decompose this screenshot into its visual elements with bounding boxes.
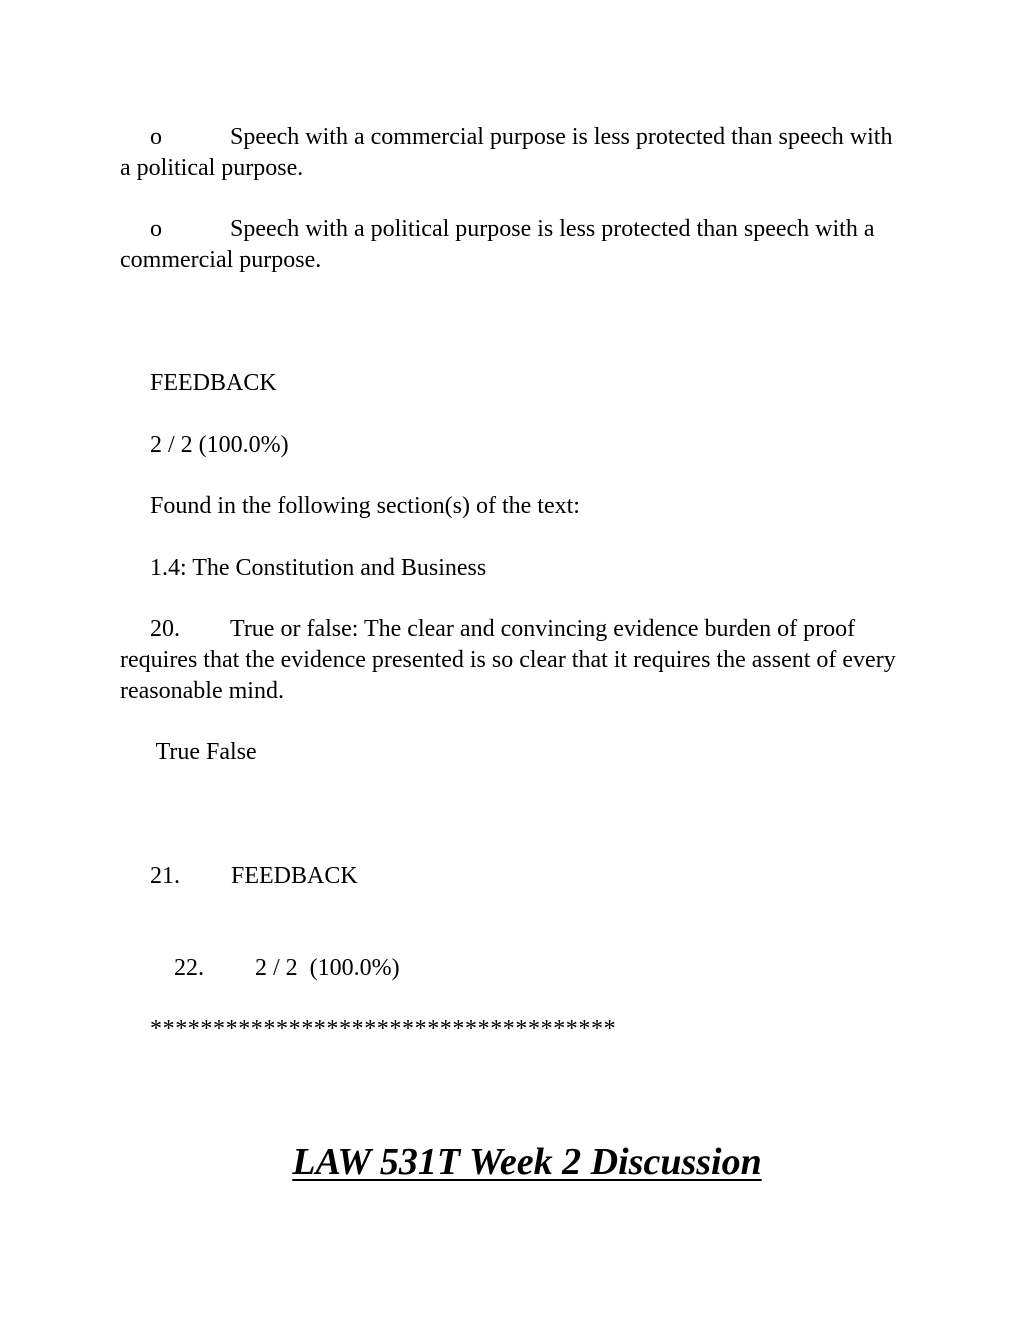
option-commercial-purpose	[120, 122, 900, 184]
option-bullet: o	[150, 124, 162, 150]
numbered-line-22	[150, 922, 400, 1015]
found-in-text: Found in the following section(s) of the text:	[150, 493, 580, 519]
line-number: 21.	[150, 863, 180, 889]
feedback-score: 2 / 2 (100.0%)	[150, 432, 289, 458]
page-heading: LAW 531T Week 2 Discussion	[292, 1141, 762, 1183]
numbered-line-21	[150, 861, 358, 892]
text-section: 1.4: The Constitution and Business	[150, 555, 487, 581]
option-political-purpose	[120, 214, 900, 276]
line-text: 2 / 2 (100.0%)	[255, 955, 400, 981]
true-false-answers: True False	[150, 739, 257, 765]
option-text: Speech with a commercial purpose is less protected than speech with a political purpose.	[120, 124, 893, 181]
line-text: FEEDBACK	[231, 863, 358, 889]
question-20	[120, 614, 900, 707]
feedback-label: FEEDBACK	[150, 370, 277, 396]
question-text: True or false: The clear and convincing evidence burden of proof requires that the evidence presented is so clear that it requires the assent of every reasonable mind.	[120, 616, 896, 704]
option-bullet: o	[150, 216, 162, 242]
option-text: Speech with a political purpose is less protected than speech with a commercial purpose.	[120, 216, 875, 273]
asterisk-separator: *************************************	[150, 1016, 617, 1042]
line-number: 22.	[174, 955, 204, 981]
question-number: 20.	[150, 616, 180, 642]
